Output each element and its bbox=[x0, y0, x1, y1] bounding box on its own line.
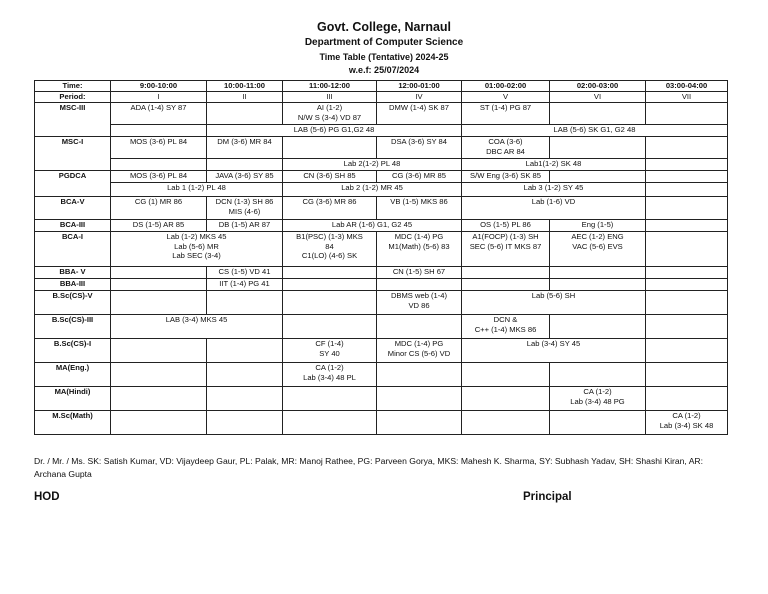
class-cell bbox=[646, 267, 728, 279]
class-label: PGDCA bbox=[35, 171, 111, 183]
lab-cell: Lab (3-4) SY 45 bbox=[462, 339, 646, 363]
class-cell bbox=[377, 315, 462, 339]
class-cell bbox=[111, 291, 207, 315]
class-cell bbox=[550, 137, 646, 159]
class-cell bbox=[377, 291, 462, 315]
class-cell: MOS (3-6) PL 84 bbox=[111, 137, 207, 159]
time-slot: 01:00-02:00 bbox=[462, 81, 550, 92]
lab-cell: LAB (5-6) PG G1,G2 48 bbox=[207, 125, 462, 137]
class-label: MSC-I bbox=[35, 137, 111, 159]
cell-line: Minor CS (5-6) VD bbox=[387, 348, 451, 358]
class-row-maeng bbox=[35, 363, 728, 387]
class-cell bbox=[207, 103, 283, 125]
cell-line: DBC AR 84 bbox=[486, 146, 525, 156]
class-row-bsc5 bbox=[35, 291, 728, 315]
class-cell bbox=[646, 411, 728, 435]
cell-line: SY 40 bbox=[319, 348, 340, 358]
lab-cell: Lab 2 (1-2) MR 45 bbox=[283, 183, 462, 197]
class-cell bbox=[550, 232, 646, 267]
class-cell bbox=[283, 411, 377, 435]
class-row-bsc1 bbox=[35, 339, 728, 363]
cell-line: A1(FOCP) (1-3) SH bbox=[472, 232, 539, 241]
class-cell bbox=[377, 232, 462, 267]
class-label: MA(Hindi) bbox=[35, 387, 111, 411]
class-label: B.Sc(CS)-III bbox=[35, 315, 111, 339]
class-cell bbox=[207, 411, 283, 435]
class-row-bba3 bbox=[35, 279, 728, 291]
class-cell: CG (3-6) MR 86 bbox=[283, 197, 377, 220]
lab-cell: Lab1(1-2) SK 48 bbox=[462, 159, 646, 171]
label-spacer bbox=[35, 159, 111, 171]
class-cell bbox=[550, 315, 646, 339]
class-cell bbox=[646, 279, 728, 291]
time-slot: 12:00-01:00 bbox=[377, 81, 462, 92]
cell-line: DCN & bbox=[493, 315, 518, 324]
cell-line: COA (3-6) bbox=[488, 137, 523, 146]
cell-line: Lab (3-4) 48 PL bbox=[303, 372, 356, 382]
class-label: MSC-III bbox=[35, 103, 111, 125]
department-name: Department of Computer Science bbox=[304, 37, 464, 48]
class-cell: OS (1-5) PL 86 bbox=[462, 220, 550, 232]
class-row-msc3 bbox=[35, 103, 728, 125]
time-slot: 9:00-10:00 bbox=[111, 81, 207, 92]
lab-row-msc1 bbox=[35, 159, 728, 171]
period-label: Period: bbox=[35, 92, 111, 103]
class-cell: S/W Eng (3-6) SK 85 bbox=[462, 171, 550, 183]
class-cell bbox=[283, 291, 377, 315]
period-number: III bbox=[283, 92, 377, 103]
lab-row-msc3 bbox=[35, 125, 728, 137]
class-cell bbox=[646, 363, 728, 387]
class-cell: CG (1) MR 86 bbox=[111, 197, 207, 220]
cell-line: CF (1-4) bbox=[315, 339, 344, 348]
cell-line: CA (1-2) bbox=[672, 411, 701, 420]
class-cell bbox=[646, 220, 728, 232]
class-cell: CN (1-5) SH 67 bbox=[377, 267, 462, 279]
class-row-mscmath bbox=[35, 411, 728, 435]
period-number: II bbox=[207, 92, 283, 103]
class-cell bbox=[646, 197, 728, 220]
cell-line: MDC (1-4) PG bbox=[394, 339, 444, 348]
time-slot: 10:00-11:00 bbox=[207, 81, 283, 92]
cell-line: Lab (3-4) 48 PG bbox=[570, 396, 625, 406]
class-cell bbox=[283, 267, 377, 279]
lab-row-pgdca bbox=[35, 183, 728, 197]
class-cell bbox=[283, 279, 377, 291]
cell-line: CA (1-2) bbox=[315, 363, 344, 372]
cell-line: C1(LO) (4-6) SK bbox=[301, 251, 358, 260]
cell-line: DBMS web (1-4) bbox=[390, 291, 448, 300]
class-cell bbox=[283, 232, 377, 267]
class-cell bbox=[462, 363, 550, 387]
class-label: BCA-I bbox=[35, 232, 111, 267]
class-cell bbox=[646, 291, 728, 315]
class-cell bbox=[111, 387, 207, 411]
time-slot: 03:00-04:00 bbox=[646, 81, 728, 92]
class-cell: DSA (3-6) SY 84 bbox=[377, 137, 462, 159]
cell-line: Lab (1-2) MKS 45 bbox=[166, 232, 227, 241]
class-cell bbox=[646, 387, 728, 411]
cell-line: N/W S (3-4) VD 87 bbox=[297, 112, 362, 122]
class-cell bbox=[550, 103, 646, 125]
class-cell bbox=[646, 183, 728, 197]
class-cell bbox=[377, 363, 462, 387]
cell-line: CA (1-2) bbox=[583, 387, 612, 396]
period-row bbox=[35, 92, 728, 103]
class-cell bbox=[462, 267, 550, 279]
class-cell bbox=[377, 279, 462, 291]
cell-line: C++ (1-4) MKS 86 bbox=[474, 324, 537, 334]
class-cell bbox=[111, 159, 207, 171]
class-cell bbox=[462, 315, 550, 339]
class-label: M.Sc(Math) bbox=[35, 411, 111, 435]
lab-cell: Lab (1-6) VD bbox=[462, 197, 646, 220]
class-cell bbox=[283, 137, 377, 159]
cell-line: SEC (5-6) IT MKS 87 bbox=[469, 241, 542, 251]
period-number: VI bbox=[550, 92, 646, 103]
cell-line: AEC (1-2) ENG bbox=[571, 232, 624, 241]
effective-date: w.e.f: 25/07/2024 bbox=[348, 65, 420, 75]
class-cell bbox=[646, 103, 728, 125]
class-cell: ADA (1-4) SY 87 bbox=[111, 103, 207, 125]
class-cell bbox=[111, 411, 207, 435]
principal-signature-label: Principal bbox=[523, 491, 572, 503]
class-cell: Eng (1-5) bbox=[550, 220, 646, 232]
period-number: IV bbox=[377, 92, 462, 103]
class-cell bbox=[283, 387, 377, 411]
class-cell bbox=[646, 137, 728, 159]
class-cell bbox=[462, 387, 550, 411]
faculty-legend: Dr. / Mr. / Ms. SK: Satish Kumar, VD: Vijaydeep Gaur, PL: Palak, MR: Manoj Rathee, PG: Parveen Gorya, MKS: Mahesh K. Sharma, SY: Subhash Yadav, SH: Shashi Kiran, AR: Archana Gupta bbox=[34, 456, 704, 479]
class-cell bbox=[646, 232, 728, 267]
class-cell bbox=[550, 363, 646, 387]
cell-line: Lab (5-6) MR bbox=[174, 241, 219, 251]
class-cell bbox=[646, 159, 728, 171]
class-row-bca3 bbox=[35, 220, 728, 232]
class-cell bbox=[550, 279, 646, 291]
lab-cell: LAB (5-6) SK G1, G2 48 bbox=[462, 125, 728, 137]
class-cell bbox=[207, 339, 283, 363]
class-label: MA(Eng.) bbox=[35, 363, 111, 387]
class-cell bbox=[207, 159, 283, 171]
cell-line: M1(Math) (5-6) 83 bbox=[388, 241, 450, 251]
class-cell bbox=[283, 103, 377, 125]
cell-line: Lab (3-4) SK 48 bbox=[659, 420, 714, 430]
lab-cell: Lab AR (1-6) G1, G2 45 bbox=[283, 220, 462, 232]
class-cell: MOS (3-6) PL 84 bbox=[111, 171, 207, 183]
class-cell: CG (3-6) MR 85 bbox=[377, 171, 462, 183]
class-cell: DS (1-5) AR 85 bbox=[111, 220, 207, 232]
lab-cell: Lab 3 (1-2) SY 45 bbox=[462, 183, 646, 197]
college-name: Govt. College, Narnaul bbox=[316, 20, 452, 34]
class-cell bbox=[111, 279, 207, 291]
period-number: V bbox=[462, 92, 550, 103]
class-cell bbox=[646, 315, 728, 339]
class-cell bbox=[207, 387, 283, 411]
class-label: B.Sc(CS)-V bbox=[35, 291, 111, 315]
class-cell bbox=[283, 339, 377, 363]
class-cell bbox=[462, 411, 550, 435]
class-label: BCA-III bbox=[35, 220, 111, 232]
class-cell bbox=[283, 315, 377, 339]
class-cell bbox=[207, 363, 283, 387]
cell-line: VAC (5-6) EVS bbox=[572, 241, 623, 251]
class-cell bbox=[462, 232, 550, 267]
cell-line: MIS (4-6) bbox=[228, 206, 261, 216]
lab-cell: Lab (5-6) SH bbox=[462, 291, 646, 315]
class-label: BCA-V bbox=[35, 197, 111, 220]
class-cell: ST (1-4) PG 87 bbox=[462, 103, 550, 125]
class-row-mahindi bbox=[35, 387, 728, 411]
cell-line: 84 bbox=[325, 241, 334, 251]
time-label: Time: bbox=[35, 81, 111, 92]
class-row-pgdca bbox=[35, 171, 728, 183]
class-cell: DM (3-6) MR 84 bbox=[207, 137, 283, 159]
class-label: B.Sc(CS)-I bbox=[35, 339, 111, 363]
class-cell bbox=[283, 363, 377, 387]
class-cell bbox=[550, 267, 646, 279]
lab-cell: Lab 2(1-2) PL 48 bbox=[283, 159, 462, 171]
label-spacer bbox=[35, 125, 111, 137]
timetable-title: Time Table (Tentative) 2024-25 bbox=[319, 52, 449, 62]
class-cell bbox=[550, 387, 646, 411]
class-cell: JAVA (3-6) SY 85 bbox=[207, 171, 283, 183]
class-cell bbox=[377, 339, 462, 363]
class-cell: CN (3-6) SH 85 bbox=[283, 171, 377, 183]
class-row-bsc3 bbox=[35, 315, 728, 339]
class-cell: CS (1-5) VD 41 bbox=[207, 267, 283, 279]
cell-line: B1(PSC) (1-3) MKS bbox=[296, 232, 363, 241]
class-cell bbox=[111, 125, 207, 137]
class-cell bbox=[550, 171, 646, 183]
class-label: BBA-III bbox=[35, 279, 111, 291]
cell-line: Lab SEC (3-4) bbox=[172, 251, 221, 260]
cell-line: MDC (1-4) PG bbox=[394, 232, 444, 241]
class-cell: DB (1-5) AR 87 bbox=[207, 220, 283, 232]
class-cell: IIT (1-4) PG 41 bbox=[207, 279, 283, 291]
class-cell bbox=[111, 363, 207, 387]
class-cell bbox=[377, 387, 462, 411]
time-row bbox=[35, 81, 728, 92]
class-cell bbox=[111, 267, 207, 279]
lab-cell bbox=[111, 232, 283, 267]
class-cell: VB (1-5) MKS 86 bbox=[377, 197, 462, 220]
class-cell bbox=[462, 137, 550, 159]
class-cell bbox=[646, 339, 728, 363]
label-spacer bbox=[35, 183, 111, 197]
class-row-bba5 bbox=[35, 267, 728, 279]
timetable bbox=[34, 80, 728, 435]
class-cell bbox=[462, 279, 550, 291]
class-cell bbox=[550, 411, 646, 435]
lab-cell: Lab 1 (1-2) PL 48 bbox=[111, 183, 283, 197]
time-slot: 02:00-03:00 bbox=[550, 81, 646, 92]
class-row-msc1 bbox=[35, 137, 728, 159]
period-number: I bbox=[111, 92, 207, 103]
class-cell bbox=[646, 171, 728, 183]
hod-signature-label: HOD bbox=[34, 491, 60, 503]
class-label: BBA- V bbox=[35, 267, 111, 279]
cell-line: VD 86 bbox=[408, 300, 430, 310]
class-cell: DMW (1-4) SK 87 bbox=[377, 103, 462, 125]
class-cell bbox=[207, 197, 283, 220]
class-cell bbox=[111, 339, 207, 363]
period-number: VII bbox=[646, 92, 728, 103]
class-row-bca1 bbox=[35, 232, 728, 267]
lab-cell: LAB (3-4) MKS 45 bbox=[111, 315, 283, 339]
class-cell bbox=[207, 291, 283, 315]
class-cell bbox=[377, 411, 462, 435]
time-slot: 11:00-12:00 bbox=[283, 81, 377, 92]
cell-line: AI (1-2) bbox=[316, 103, 343, 112]
class-row-bca5 bbox=[35, 197, 728, 220]
cell-line: DCN (1-3) SH 86 bbox=[215, 197, 274, 206]
